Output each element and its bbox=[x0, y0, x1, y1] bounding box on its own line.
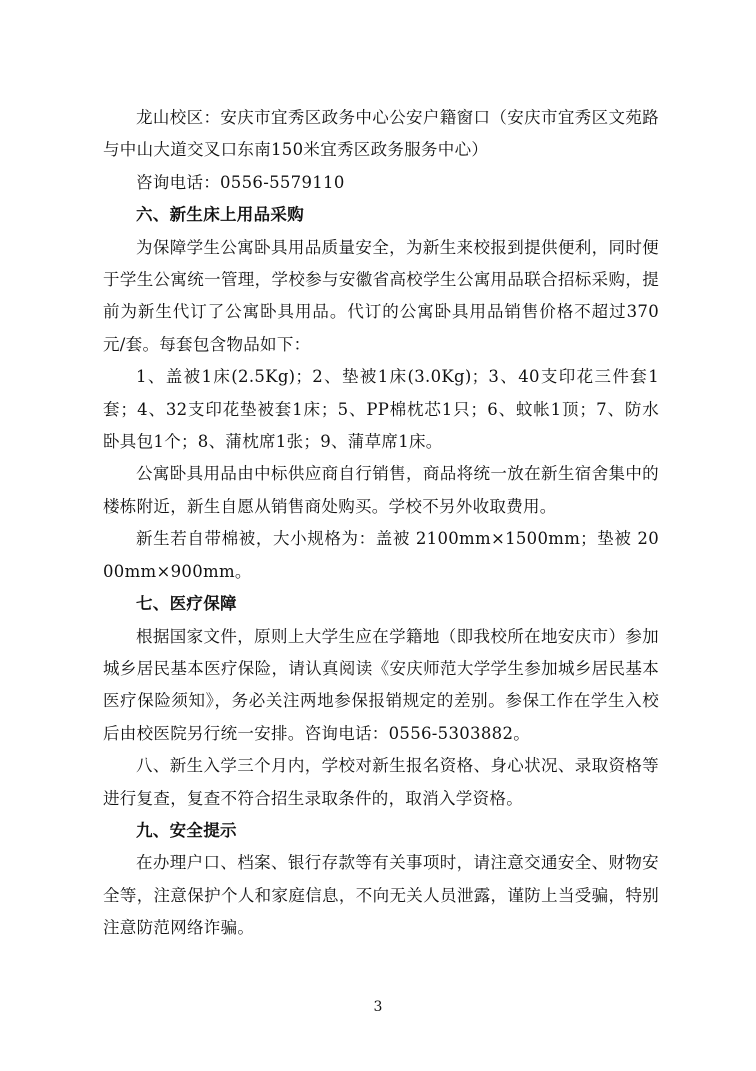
page-body bbox=[103, 102, 659, 945]
section-heading-medical: 七、医疗保障 bbox=[136, 594, 237, 614]
quilt-size-paragraph: 新生若自带棉被，大小规格为：盖被 2100mm×1500mm；垫被 2000mm×900mm。 bbox=[103, 529, 659, 581]
bedding-intro-paragraph: 为保障学生公寓卧具用品质量安全，为新生来校报到提供便利，同时便于学生公寓统一管理，学校参与安徽省高校学生公寓用品联合招标采购，提前为新生代订了公寓卧具用品。代订的公寓卧具用品销售价格不超过370元/套。每套包含物品如下： bbox=[103, 237, 659, 354]
bedding-sales-paragraph: 公寓卧具用品由中标供应商自行销售，商品将统一放在新生宿舍集中的楼栋附近，新生自愿从销售商处购买。学校不另外收取费用。 bbox=[103, 464, 659, 516]
safety-paragraph: 在办理户口、档案、银行存款等有关事项时，请注意交通安全、财物安全等，注意保护个人和家庭信息，不向无关人员泄露，谨防上当受骗，特别注意防范网络诈骗。 bbox=[103, 853, 659, 938]
page-number: 3 bbox=[373, 999, 383, 1015]
campus-address-paragraph: 龙山校区：安庆市宜秀区政务中心公安户籍窗口（安庆市宜秀区文苑路与中山大道交叉口东南150米宜秀区政务服务中心） bbox=[103, 108, 659, 160]
review-paragraph: 八、新生入学三个月内，学校对新生报名资格、身心状况、录取资格等进行复查，复查不符合招生录取条件的，取消入学资格。 bbox=[103, 756, 659, 808]
medical-paragraph: 根据国家文件，原则上大学生应在学籍地（即我校所在地安庆市）参加城乡居民基本医疗保险，请认真阅读《安庆师范大学学生参加城乡居民基本医疗保险须知》，务必关注两地参保报销规定的差别。参保工作在学生入校后由校医院另行统一安排。咨询电话：0556-5303882。 bbox=[103, 626, 659, 743]
bedding-items-paragraph: 1、盖被1床(2.5Kg)；2、垫被1床(3.0Kg)；3、40支印花三件套1套；4、32支印花垫被套1床；5、PP棉枕芯1只；6、蚊帐1顶；7、防水卧具包1个；8、蒲枕席1张；9、蒲草席1床。 bbox=[103, 367, 659, 452]
consult-phone-line: 咨询电话：0556-5579110 bbox=[136, 172, 345, 192]
section-heading-bedding: 六、新生床上用品采购 bbox=[136, 205, 304, 225]
section-heading-safety: 九、安全提示 bbox=[136, 820, 237, 840]
